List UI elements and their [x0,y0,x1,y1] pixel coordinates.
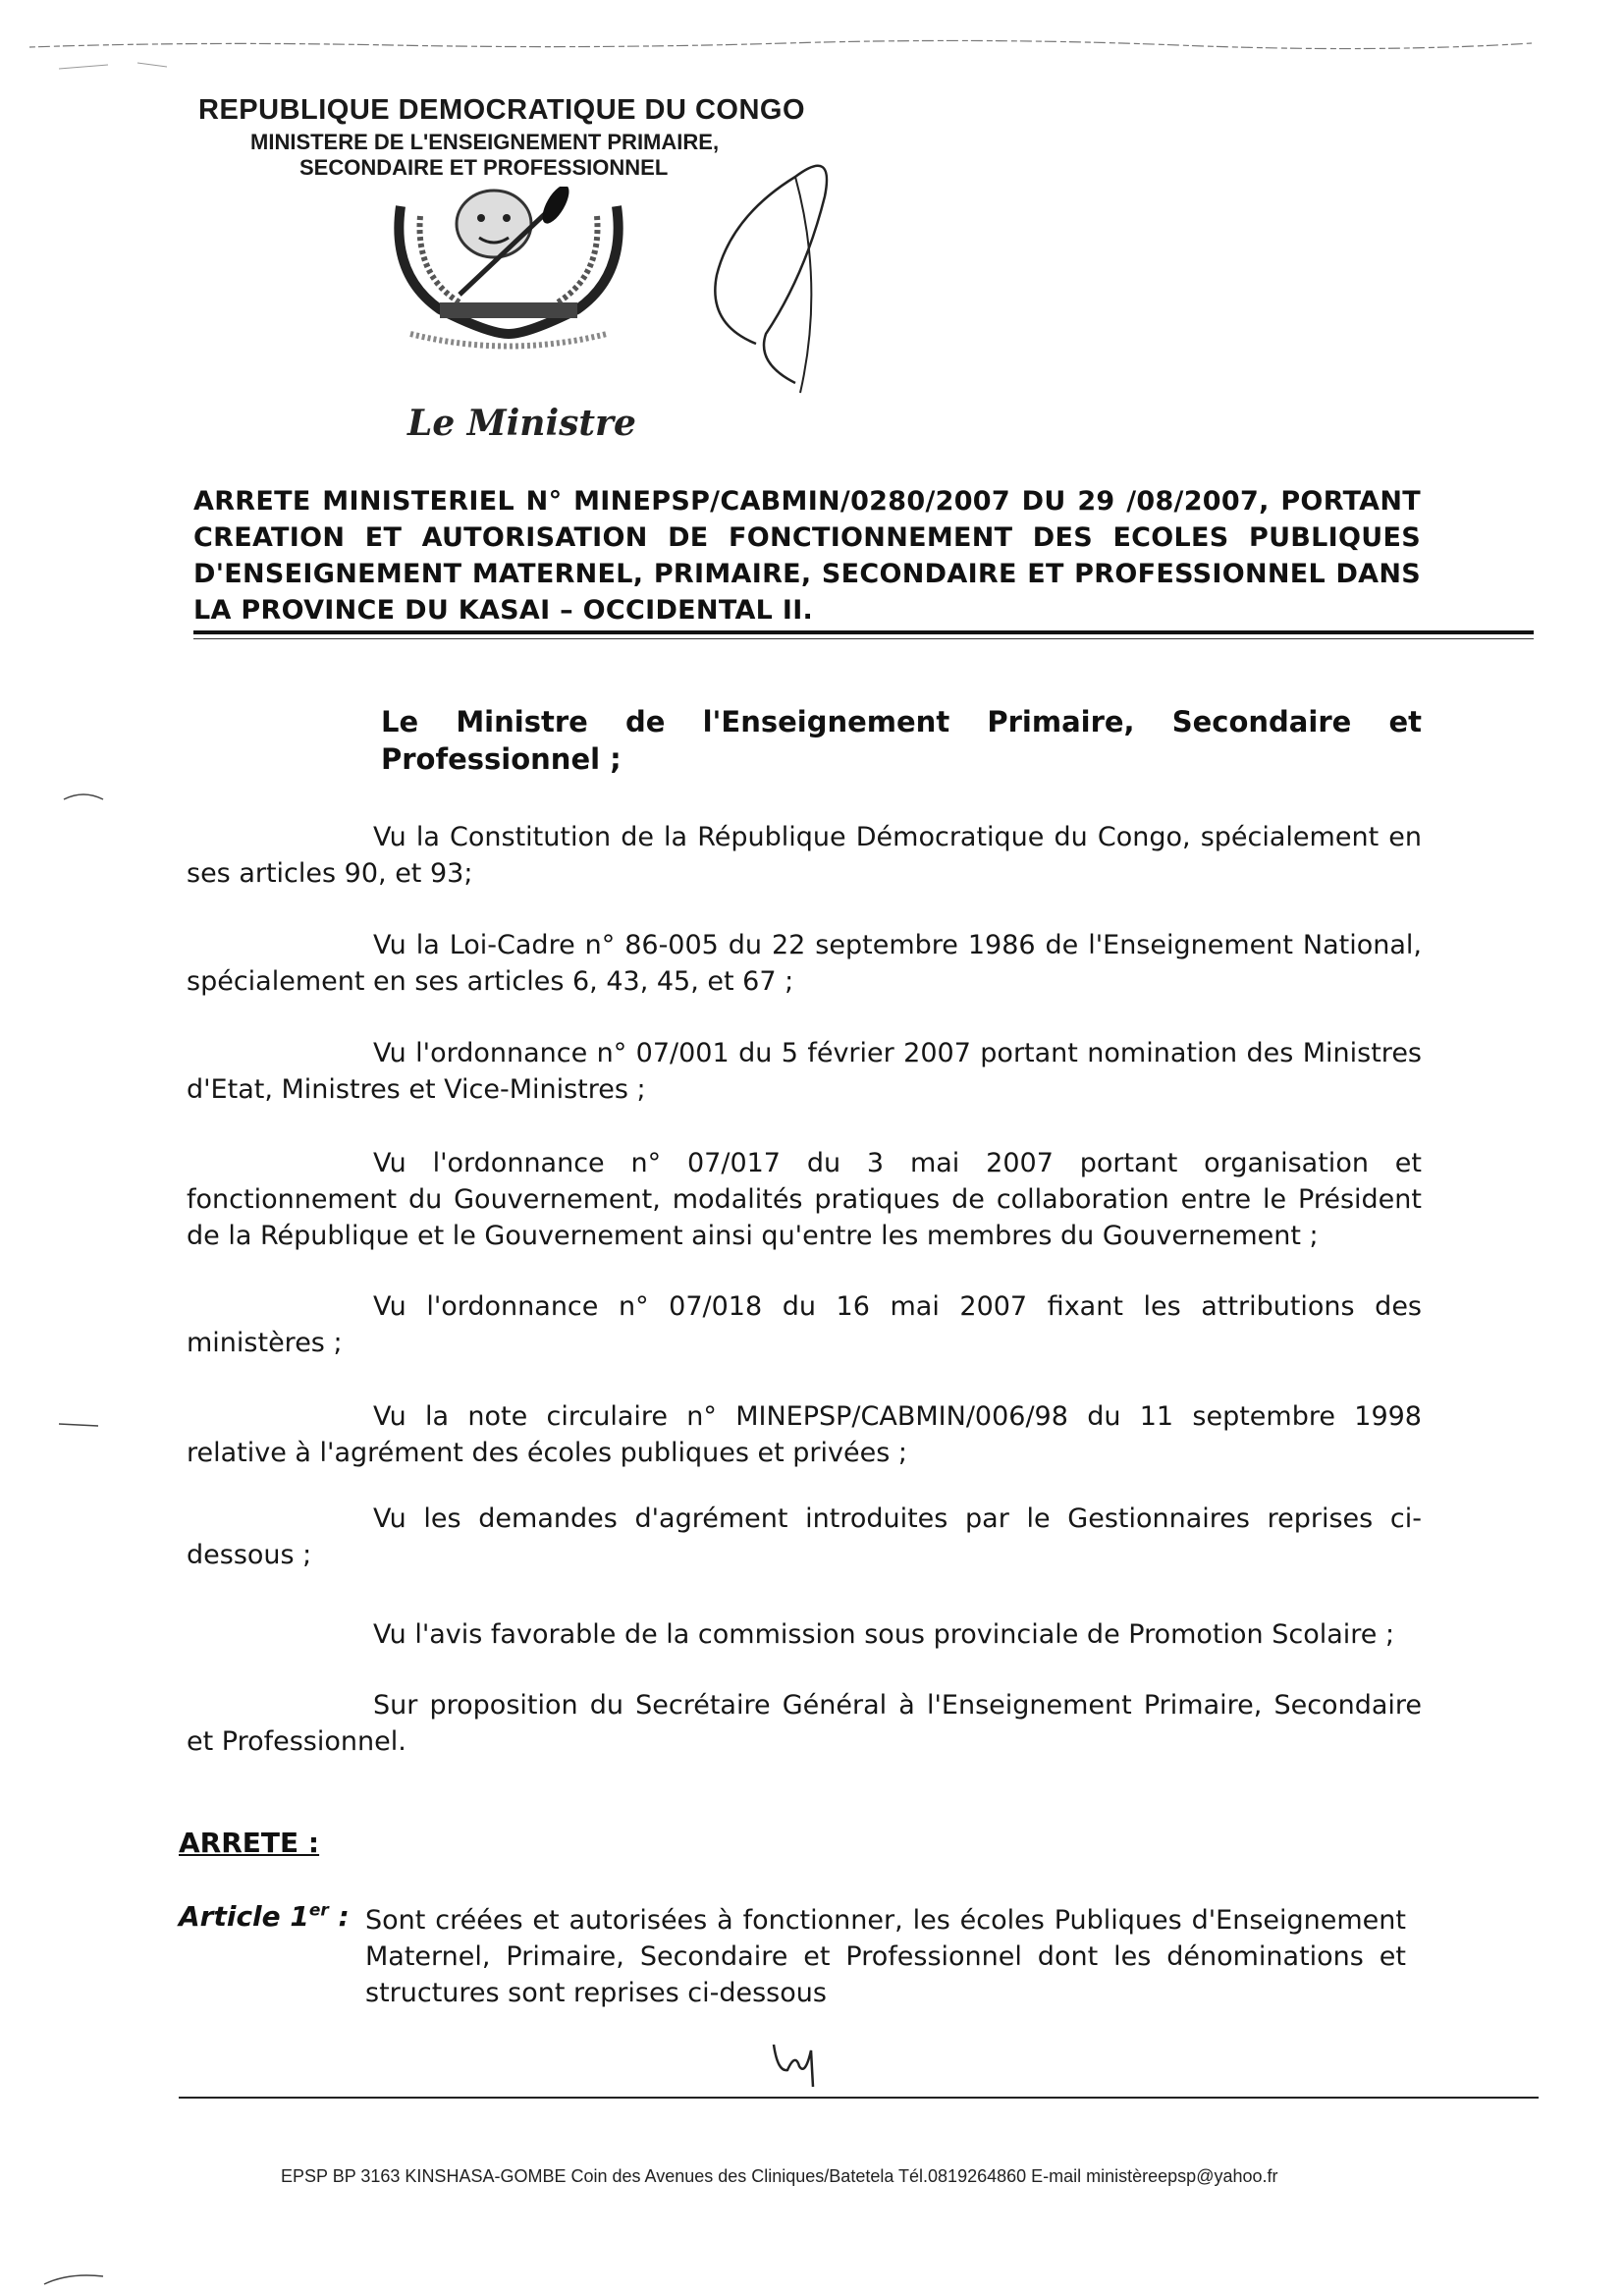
title-divider [193,630,1534,634]
preamble-item [187,1616,1422,1653]
preamble-item [187,1687,1422,1760]
preamble-item-text: Vu les demandes d'agrément introduites par le Gestionnaires reprises ci-dessous ; [187,1503,1422,1570]
article-ordinal-suffix: er [308,1900,329,1921]
margin-mark [59,786,108,805]
article-number: Article 1 [179,1900,309,1933]
ministry-name-line2: SECONDAIRE ET PROFESSIONNEL [299,155,669,180]
preamble-item-text: Vu l'ordonnance n° 07/001 du 5 février 2007 portant nomination des Ministres d'Etat, Ministres et Vice-Ministres ; [187,1038,1422,1105]
preamble-item-text: Vu l'avis favorable de la commission sous provinciale de Promotion Scolaire ; [373,1619,1395,1650]
handwritten-initials [766,2033,835,2092]
decree-title: ARRETE MINISTERIEL N° MINEPSP/CABMIN/0280/2007 DU 29 /08/2007, PORTANT CREATION ET AUTORISATION DE FONCTIONNEMENT DES ECOLES PUBLIQUES D'ENSEIGNEMENT MATERNEL, PRIMAIRE, SECONDAIRE ET PROFESSIONNEL DANS LA PROVINCE DU KASAI – OCCIDENTAL II. [193,486,1421,626]
preamble-item-text: Vu la Loi-Cadre n° 86-005 du 22 septembre 1986 de l'Enseignement National, spécialement en ses articles 6, 43, 45, et 67 ; [187,930,1422,997]
article-text: Sont créées et autorisées à fonctionner, les écoles Publiques d'Enseignement Maternel, Primaire, Secondaire et Professionnel dont les dénominations et structures sont reprises ci-dessous [365,1905,1406,2008]
preamble-item [187,1288,1422,1361]
ministry-name-line1: MINISTERE DE L'ENSEIGNEMENT PRIMAIRE, [250,130,720,154]
margin-mark [39,2268,108,2288]
scan-edge-noise [0,0,1624,79]
preamble-item-text: Vu la Constitution de la République Démocratique du Congo, spécialement en ses articles 90, et 93; [187,822,1422,889]
handwritten-signature [687,137,854,403]
article-label [179,1900,350,1933]
preamble-heading: Le Ministre de l'Enseignement Primaire, Secondaire et Professionnel ; [381,705,1422,776]
preamble-item-text: Vu l'ordonnance n° 07/017 du 3 mai 2007 portant organisation et fonctionnement du Gouvernement, modalités pratiques de collaboration entre le Président de la République et le Gouvernement ainsi qu'entre les membres du Gouvernement ; [187,1148,1422,1251]
preamble-item [187,1398,1422,1471]
preamble-item [187,1035,1422,1108]
title-divider-thin [193,638,1534,639]
preamble-item [187,927,1422,1000]
preamble-item-text: Sur proposition du Secrétaire Général à l'Enseignement Primaire, Secondaire et Professionnel. [187,1690,1422,1757]
preamble-item-text: Vu l'ordonnance n° 07/018 du 16 mai 2007 fixant les attributions des ministères ; [187,1291,1422,1358]
signatory-title: Le Ministre [407,403,636,444]
country-name: REPUBLIQUE DEMOCRATIQUE DU CONGO [198,94,806,126]
operative-heading: ARRETE : [179,1827,320,1859]
article-colon: : [328,1900,350,1933]
preamble-item [187,819,1422,892]
margin-mark [54,1414,103,1434]
footer-divider [179,2097,1539,2099]
footer-contact: EPSP BP 3163 KINSHASA-GOMBE Coin des Avenues des Cliniques/Batetela Tél.0819264860 E-mail ministèreepsp@yahoo.fr [281,2166,1278,2186]
coat-of-arms-icon [381,187,636,354]
preamble-item [187,1145,1422,1254]
preamble-item-text: Vu la note circulaire n° MINEPSP/CABMIN/006/98 du 11 septembre 1998 relative à l'agrément des écoles publiques et privées ; [187,1401,1422,1468]
preamble-item [187,1501,1422,1573]
